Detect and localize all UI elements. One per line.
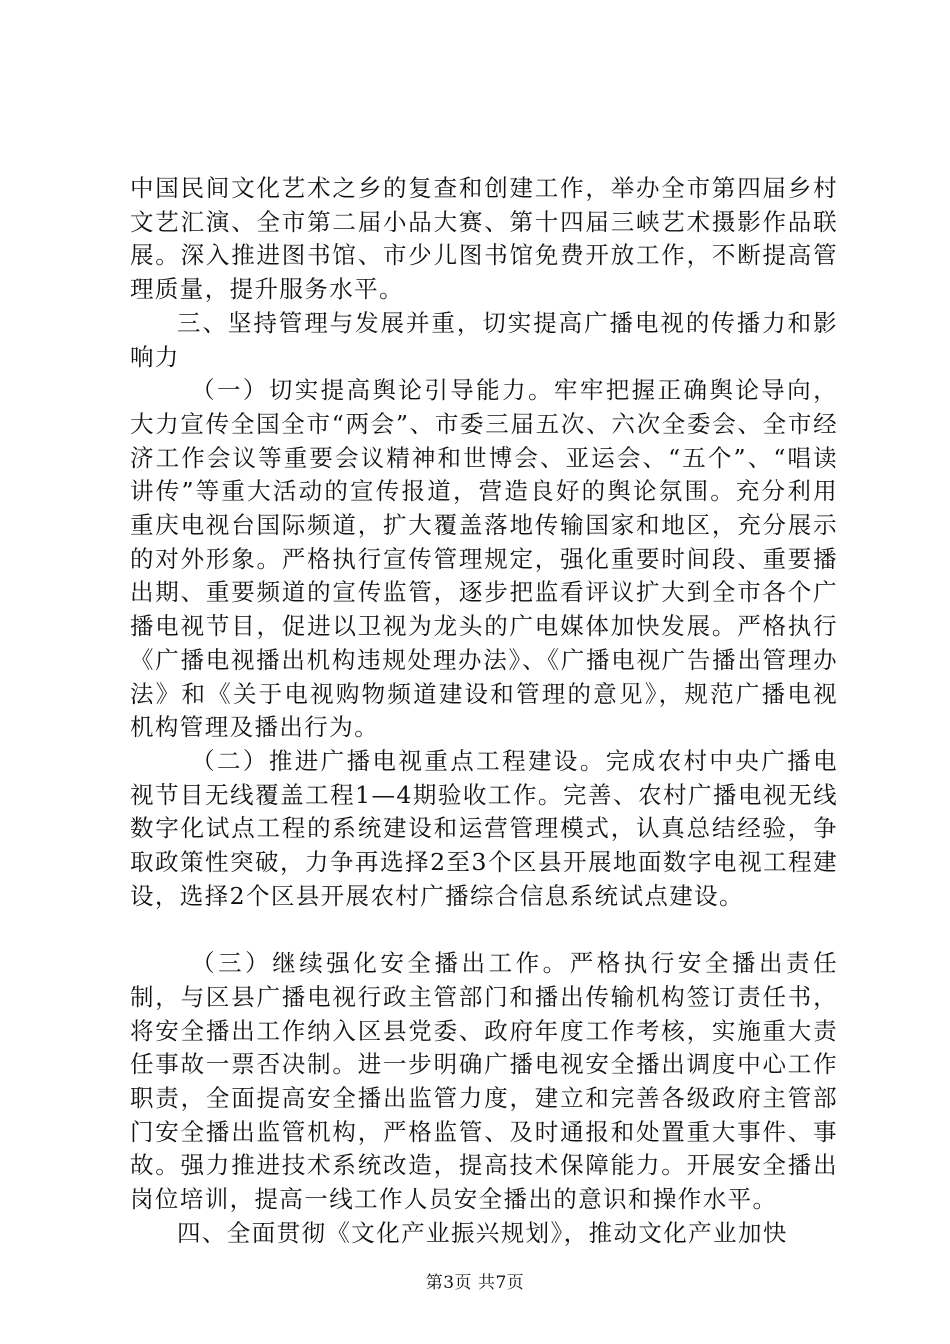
document-body — [130, 172, 838, 1250]
section-heading-four: 四、全面贯彻《文化产业振兴规划》，推动文化产业加快 — [177, 1218, 788, 1247]
paragraph-key-projects: （二）推进广播电视重点工程建设。完成农村中央广播电视节目无线覆盖工程1—4期验收工作。完善、农村广播电视无线数字化试点工程的系统建设和运营管理模式，认真总结经验，争取政策性突破，力争再选择2至3个区县开展地面数字电视工程建设，选择2个区县开展农村广播综合信息系统试点建设。 — [130, 746, 838, 910]
paragraph-public-opinion: （一）切实提高舆论引导能力。牢牢把握正确舆论导向，大力宣传全国全市“两会”、市委三届五次、六次全委会、全市经济工作会议等重要会议精神和世博会、亚运会、“五个”、“唱读讲传”等重大活动的宣传报道，营造良好的舆论氛围。充分利用重庆电视台国际频道，扩大覆盖落地传输国家和地区，充分展示的对外形象。严格执行宣传管理规定，强化重要时间段、重要播出期、重要频道的宣传监管，逐步把监看评议扩大到全市各个广播电视节目，促进以卫视为龙头的广电媒体加快发展。严格执行《广播电视播出机构违规处理办法》、《广播电视广告播出管理办法》和《关于电视购物频道建设和管理的意见》，规范广播电视机构管理及播出行为。 — [130, 376, 838, 742]
paragraph-continuation: 中国民间文化艺术之乡的复查和创建工作，举办全市第四届乡村文艺汇演、全市第二届小品大赛、第十四届三峡艺术摄影作品联展。深入推进图书馆、市少儿图书馆免费开放工作，不断提高管理质量，提升服务水平。 — [130, 174, 838, 304]
paragraph-safe-broadcast: （三）继续强化安全播出工作。严格执行安全播出责任制，与区县广播电视行政主管部门和播出传输机构签订责任书，将安全播出工作纳入区县党委、政府年度工作考核，实施重大责任事故一票否决制。进一步明确广播电视安全播出调度中心工作职责，全面提高安全播出监管力度，建立和完善各级政府主管部门安全播出监管机构，严格监管、及时通报和处置重大事件、事故。强力推进技术系统改造，提高技术保障能力。开展安全播出岗位培训，提高一线工作人员安全播出的意识和操作水平。 — [130, 949, 838, 1214]
page-number-footer: 第3页 共7页 — [425, 1273, 525, 1293]
paragraph-spacer — [130, 913, 838, 947]
section-heading-three: 三、坚持管理与发展并重，切实提高广播电视的传播力和影响力 — [130, 308, 838, 371]
